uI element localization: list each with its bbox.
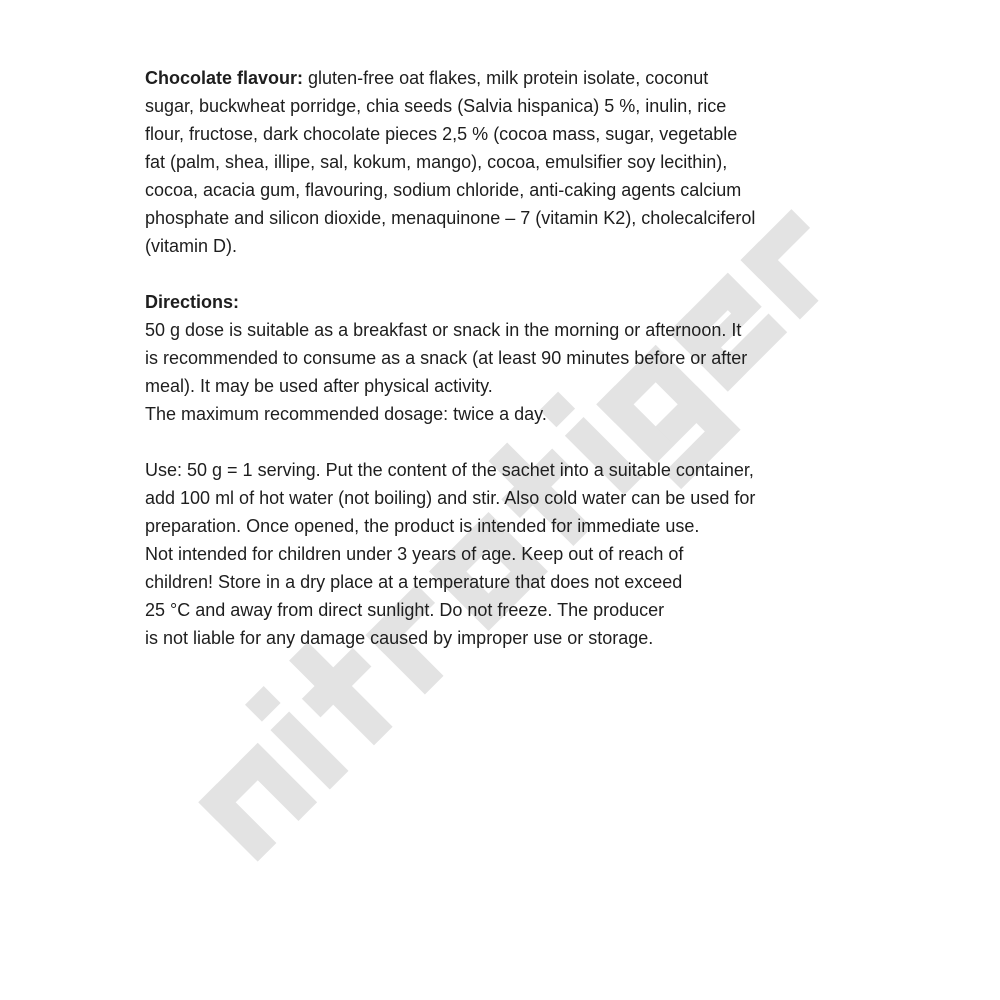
directions-line: meal). It may be used after physical activity.	[145, 376, 493, 396]
ingredients-text: gluten-free oat flakes, milk protein isolate, coconut	[303, 68, 709, 88]
ingredients-line: (vitamin D).	[145, 236, 238, 256]
use-line: add 100 ml of hot water (not boiling) and stir. Also cold water can be used for	[145, 488, 756, 508]
ingredients-line	[145, 64, 905, 92]
use-line: 25 °C and away from direct sunlight. Do not freeze. The producer	[145, 600, 665, 620]
use-line: Use: 50 g = 1 serving. Put the content of the sachet into a suitable container,	[145, 460, 754, 480]
use-line: preparation. Once opened, the product is intended for immediate use.	[145, 516, 700, 536]
product-label-text	[145, 64, 905, 652]
ingredients-line: cocoa, acacia gum, flavouring, sodium chloride, anti-caking agents calcium	[145, 180, 742, 200]
use-line: children! Store in a dry place at a temperature that does not exceed	[145, 572, 683, 592]
directions-line: 50 g dose is suitable as a breakfast or snack in the morning or afternoon. It	[145, 320, 742, 340]
ingredients-heading: Chocolate flavour:	[145, 68, 304, 88]
use-line: Not intended for children under 3 years of age. Keep out of reach of	[145, 544, 684, 564]
ingredients-line: phosphate and silicon dioxide, menaquinone – 7 (vitamin K2), cholecalciferol	[145, 208, 756, 228]
ingredients-line: sugar, buckwheat porridge, chia seeds (Salvia hispanica) 5 %, inulin, rice	[145, 96, 727, 116]
directions-line: The maximum recommended dosage: twice a day.	[145, 404, 547, 424]
ingredients-line: fat (palm, shea, illipe, sal, kokum, mango), cocoa, emulsifier soy lecithin),	[145, 152, 728, 172]
ingredients-line: flour, fructose, dark chocolate pieces 2,5 % (cocoa mass, sugar, vegetable	[145, 124, 738, 144]
directions-heading: Directions:	[145, 292, 240, 312]
use-line: is not liable for any damage caused by improper use or storage.	[145, 628, 654, 648]
directions-line: is recommended to consume as a snack (at least 90 minutes before or after	[145, 348, 748, 368]
